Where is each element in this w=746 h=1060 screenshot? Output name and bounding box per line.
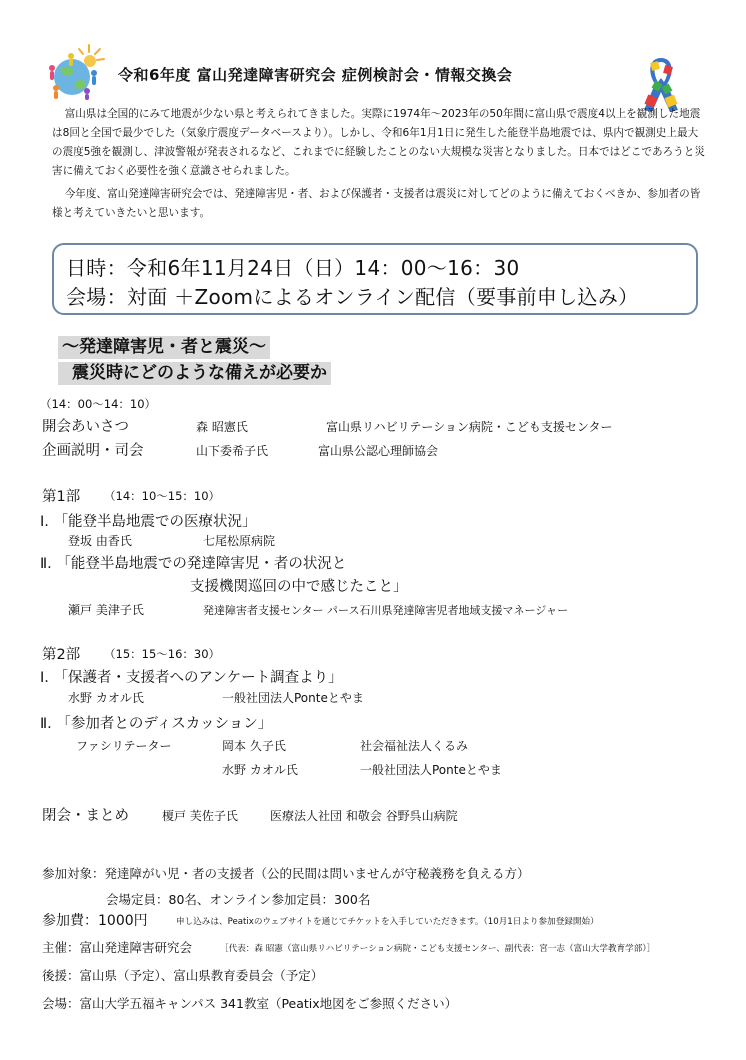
part2-item2-speaker2: 水野 カオル氏 [222,763,298,777]
event-venue-format: 会場：対面 ＋Zoomによるオンライン配信（要事前申し込み） [66,285,639,309]
opening-label: 開会あいさつ [42,419,129,435]
intro-paragraph-1: 富山県は全国的にみて地震が少ない県と考えられてきました。実際に1974年～2023年の50年間に富山県で震度4以上を観測した地震は8回と全国で最少でした（気象庁震度データベースより）。しかし、令和6年1月1日に発生した能登半島地震では、県内で観測史上最大の震度5強を観測し、津波警報が発表されるなど、これまでに経験したことのない大規模な災害となりました。日本ではどこであろうと災害に備えておく必要性を強く意識させられました。 [52,108,705,177]
intro-paragraph-2: 今年度、富山発達障害研究会では、発達障害児・者、および保護者・支援者は震災に対してどのように備えておくべきか、参加者の皆様と考えていきたいと思います。 [52,188,701,219]
plan-label: 企画説明・司会 [42,443,144,459]
opening-time: （14：00～14：10） [40,397,157,411]
part1-item1-org: 七尾松原病院 [203,534,276,548]
fee-note: 申し込みは、Peatixのウェブサイトを通じてチケットを入手していただきます。（10月1日より参加登録開始） [176,917,599,927]
page-title: 令和6年度 富山発達障害研究会 症例検討会・情報交換会 [118,66,513,84]
host-note: ［代表：森 昭憲（富山県リハビリテーション病院・こども支援センター、副代表：宮一志（富山大学教育学部）］ [220,944,656,954]
host-info: 主催：富山発達障害研究会 [42,940,193,955]
part1-item2-org: 発達障害者支援センター パース石川県発達障害児者地域支援マネージャー [203,604,569,617]
closing-speaker: 榎戸 芙佐子氏 [162,809,238,823]
part2-item2-speaker1: 岡本 久子氏 [222,739,286,753]
part1-item2-title: Ⅱ. 「能登半島地震での発達障害児・者の状況と [40,556,347,572]
capacity-info: 会場定員：80名、オンライン参加定員：300名 [106,892,371,907]
participant-target: 参加対象：発達障がい児・者の支援者（公的民間は問いませんが守秘義務を負える方） [42,866,530,881]
opening-org: 富山県リハビリテーション病院・こども支援センター [326,420,613,434]
fee-info: 参加費：1000円 [42,913,148,929]
closing-label: 閉会・まとめ [42,808,129,824]
part2-item2-role: ファシリテーター [76,739,172,753]
part2-item2-org1: 社会福祉法人くるみ [360,739,469,753]
part1-item1-speaker: 登坂 由香氏 [68,534,132,548]
intro-text [52,105,708,223]
part1-item2-title-cont: 支援機関巡回の中で感じたこと」 [190,579,408,595]
part2-label: 第2部 [42,647,81,663]
plan-org: 富山県公認心理師協会 [318,444,439,458]
theme-line-2: 震災時にどのような備えが必要か [58,362,331,385]
part1-item2-speaker: 瀬戸 美津子氏 [68,603,144,617]
part2-item2-title: Ⅱ. 「参加者とのディスカッション」 [40,716,273,732]
venue-info: 会場：富山大学五福キャンパス 341教室（Peatix地図をご参照ください） [42,996,458,1011]
globe-people-icon [42,44,106,100]
plan-speaker: 山下委希子氏 [196,444,269,458]
part2-item1-title: Ⅰ. 「保護者・支援者へのアンケート調査より」 [40,670,343,686]
closing-org: 医療法人社団 和敬会 谷野呉山病院 [270,809,458,823]
theme-line-1: ～発達障害児・者と震災～ [58,336,270,359]
part2-item1-org: 一般社団法人Ponteとやま [222,691,364,705]
part2-item1-speaker: 水野 カオル氏 [68,691,144,705]
part2-time: （15：15～16：30） [104,647,221,661]
part1-item1-title: Ⅰ. 「能登半島地震での医療状況」 [40,514,257,530]
support-info: 後援：富山県（予定）、富山県教育委員会（予定） [42,968,324,983]
part1-time: （14：10～15：10） [104,489,221,503]
opening-speaker: 森 昭憲氏 [196,420,248,434]
part1-label: 第1部 [42,489,81,505]
part2-item2-org2: 一般社団法人Ponteとやま [360,763,502,777]
event-datetime: 日時：令和6年11月24日（日）14：00～16：30 [66,256,520,280]
